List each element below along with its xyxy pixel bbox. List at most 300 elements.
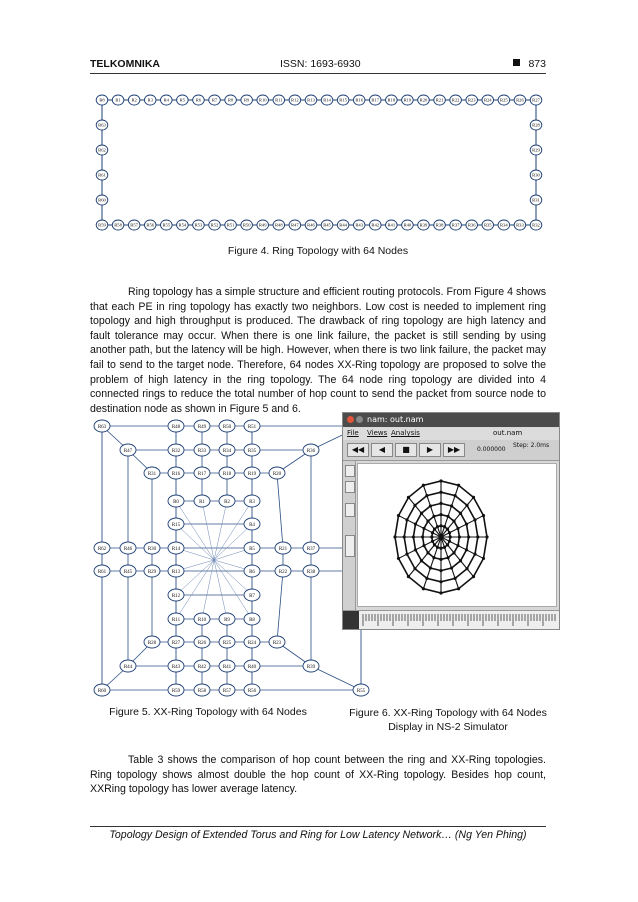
xxring-node-label: R1 [199,499,205,505]
ring-node-label: R4 [163,97,169,103]
ring-node-label: R31 [532,197,540,203]
ring-node [530,220,542,230]
web-node [426,520,429,523]
ring-node-label: R37 [451,222,460,228]
xxring-node [194,613,210,625]
web-node [467,535,470,538]
ring-node [386,95,398,105]
left-toolbar [343,461,356,611]
web-node [453,577,456,580]
issn: ISSN: 1693-6930 [280,58,361,70]
ring-node-label: R8 [227,97,234,103]
xxring-node-label: R12 [171,593,181,599]
xxring-node [194,444,210,456]
xxring-link [277,473,283,548]
ring-node-label: R41 [387,222,396,228]
ring-node [209,220,221,230]
zoom-in-icon[interactable] [345,465,355,477]
stop-button[interactable]: ■ [395,443,417,457]
web-node [443,525,446,528]
web-node [422,544,425,547]
web-node [422,527,425,530]
web-node [397,557,400,560]
xxring-node [219,467,235,479]
ring-node-label: R38 [435,222,444,228]
xxring-link [277,571,283,642]
ring-node-label: R49 [258,222,267,228]
ring-node [305,95,317,105]
web-node [459,559,462,562]
web-node [433,543,436,546]
xxring-node [194,684,210,696]
web-node [452,551,455,554]
square-bullet-icon [513,59,520,66]
xxring-node [219,613,235,625]
web-node [429,504,432,507]
minimize-dot-icon[interactable] [356,416,363,423]
xxring-node [244,613,260,625]
web-node [485,535,488,538]
web-node [459,512,462,515]
xxring-node [303,565,319,577]
xxring-spoke [214,560,227,619]
xxring-node-label: R10 [197,617,207,623]
xxring-node [219,444,235,456]
ring-node-label: R13 [307,97,315,103]
menu-file[interactable]: File [347,429,359,437]
ring-node [209,95,221,105]
web-node [472,575,475,578]
page-footer: Topology Design of Extended Torus and Ring for Low Latency Network… (Ng Yen Phing) [109,829,527,841]
ring-node [466,220,478,230]
ring-node-label: R46 [307,222,315,228]
xxring-spoke [214,501,227,560]
xxring-node [219,684,235,696]
ring-node [128,220,140,230]
xxring-node-label: R24 [247,640,257,646]
figure4-caption: Figure 4. Ring Topology with 64 Nodes [227,245,409,257]
ring-node-label: R11 [275,97,283,103]
ring-node-label: R34 [500,222,508,228]
xxring-node-label: R51 [247,424,257,430]
xxring-node [168,684,184,696]
web-node [473,553,476,556]
xxring-spoke [202,560,214,619]
web-node [420,559,423,562]
xxring-node [168,660,184,672]
header-rule [90,73,546,74]
ring-node [289,220,301,230]
ring-node-label: R35 [483,222,492,228]
web-node [446,527,449,530]
xxring-node [194,495,210,507]
ring-node [257,95,269,105]
xxring-node [168,589,184,601]
web-node [436,546,439,549]
ring-node [96,120,108,130]
xxring-node [94,542,110,554]
ring-node [498,95,510,105]
timeline-ticks [343,611,559,629]
figure6-caption-line1: Figure 6. XX-Ring Topology with 64 Nodes [349,707,547,719]
web-node [465,504,468,507]
ring-node [369,220,381,230]
xxring-node-label: R46 [123,546,133,552]
web-node [430,535,433,538]
xxring-node-label: R0 [173,499,179,505]
web-node [431,531,434,534]
ring-node-label: R1 [115,97,121,103]
ring-node-label: R44 [339,222,347,228]
ring-node-label: R27 [532,97,540,103]
xxring-node-label: R11 [171,617,181,623]
web-node [448,531,451,534]
xxring-node [94,684,110,696]
ring-node [450,220,462,230]
ring-node-label: R53 [194,222,203,228]
ring-node [305,220,317,230]
web-node [456,544,459,547]
ring-node-label: R47 [291,222,299,228]
web-node [473,518,476,521]
web-node [446,543,449,546]
xxring-node-label: R58 [197,688,207,694]
web-node [422,587,425,590]
web-node [407,496,410,499]
web-node [413,567,416,570]
xxring-node [244,444,260,456]
web-node [407,575,410,578]
ring-node [386,220,398,230]
ring-node [144,220,156,230]
ring-node [450,95,462,105]
web-node [457,587,460,590]
web-node [465,567,468,570]
xxring-node [353,684,369,696]
timeline-handle[interactable] [343,611,359,629]
web-node [443,546,446,549]
xxring-node [275,542,291,554]
ring-node [418,220,430,230]
ring-node-label: R7 [211,97,218,103]
ring-node-label: R30 [532,172,540,178]
web-spoke [408,537,441,577]
web-node [393,535,396,538]
xxring-node [244,495,260,507]
web-node [439,524,442,527]
xxring-node [244,467,260,479]
xxring-node-label: R14 [171,546,181,552]
ring-node-label: R51 [226,222,235,228]
ring-node [466,95,478,105]
xxring-link [311,666,361,690]
xxring-node-label: R41 [222,664,232,670]
web-node [446,515,449,518]
web-node [397,514,400,517]
ring-node [96,220,108,230]
web-node [450,504,453,507]
xxring-node-label: R27 [171,640,181,646]
ring-node-label: R24 [483,97,492,103]
ring-node [193,95,205,105]
ring-node-label: R6 [195,97,202,103]
slider-icon[interactable] [345,535,355,557]
back-button[interactable]: ◀ [371,443,393,457]
ring-node [144,95,156,105]
xxring-node [244,420,260,432]
ring-node [418,95,430,105]
ring-node [353,220,365,230]
ring-node-label: R32 [532,222,540,228]
xxring-spoke [202,501,214,560]
web-node [453,494,456,497]
menu-analysis[interactable]: Analysis [391,429,420,437]
ring-node-label: R17 [371,97,380,103]
edit-icon[interactable] [345,503,355,517]
file-name: out.nam [493,429,523,437]
ring-node-label: R12 [291,97,299,103]
xxring-node [168,420,184,432]
xxring-node-label: R8 [249,617,255,623]
xxring-node-label: R18 [222,471,232,477]
ring-node [241,95,253,105]
step-label[interactable]: Step: 2.0ms [513,442,550,449]
web-node [403,535,406,538]
simulation-canvas[interactable] [357,463,557,607]
xxring-node-label: R35 [247,448,257,454]
xxring-node [194,467,210,479]
xxring-node [275,565,291,577]
xxring-node-label: R55 [356,688,366,694]
timeline-bar[interactable] [343,610,559,629]
xxring-node [244,660,260,672]
ring-node [177,95,189,105]
xxring-node-label: R7 [249,593,255,599]
playback-controls [343,440,559,461]
fast-forward-button[interactable]: ▶▶ [443,443,465,457]
ring-node-label: R15 [339,97,347,103]
ring-node [289,95,301,105]
web-center-node [439,535,444,540]
play-button[interactable]: ▶ [419,443,441,457]
web-spoke [441,497,474,537]
xxring-node [244,684,260,696]
xxring-node-label: R26 [197,640,207,646]
web-node [425,494,428,497]
xxring-node [94,565,110,577]
web-node [431,540,434,543]
web-node [426,551,429,554]
web-node [439,547,442,550]
web-node [413,504,416,507]
ring-node [530,95,542,105]
xxring-node-label: R37 [306,546,316,552]
ring-node-label: R23 [467,97,476,103]
ring-node [530,195,542,205]
zoom-out-icon[interactable] [345,481,355,493]
ring-node-label: R9 [243,97,250,103]
xxring-node-label: R57 [222,688,232,694]
ring-node [321,220,333,230]
ring-node [128,95,140,105]
xxring-node-label: R28 [147,640,157,646]
xxring-node [244,518,260,530]
xxring-node [269,467,285,479]
ring-node-label: R18 [387,97,396,103]
xxring-node-label: R42 [197,664,207,670]
xxring-node-label: R30 [147,546,157,552]
ring-node-label: R48 [274,222,283,228]
ring-node [160,220,172,230]
xxring-node-label: R15 [171,522,181,528]
ring-node [273,220,285,230]
web-node [414,523,417,526]
ring-node-label: R29 [532,147,540,153]
xxring-node-label: R50 [222,424,232,430]
ring-node-label: R22 [451,97,460,103]
figure5-xxring-diagram [90,414,372,700]
xxring-node [303,444,319,456]
ring-node-label: R3 [147,97,153,103]
web-node [448,540,451,543]
ring-node [225,95,237,105]
xxring-node-label: R47 [123,448,133,454]
figure5-caption: Figure 5. XX-Ring Topology with 64 Nodes [109,706,307,718]
window-title: nam: out.nam [367,415,424,424]
web-node [472,496,475,499]
xxring-node [168,495,184,507]
xxring-node [144,636,160,648]
web-node [412,535,415,538]
rewind-button[interactable]: ◀◀ [347,443,369,457]
web-node [439,591,442,594]
ring-node [402,95,414,105]
xxring-node-label: R22 [278,569,288,575]
web-node [457,484,460,487]
xxring-node-label: R4 [249,522,255,528]
ring-node-label: R62 [98,147,106,153]
web-node [452,520,455,523]
ring-node-label: R42 [371,222,380,228]
xxring-node [168,542,184,554]
web-node [439,569,442,572]
ring-node [498,220,510,230]
web-node [439,479,442,482]
xxring-node-label: R38 [306,569,316,575]
xxring-node [303,542,319,554]
xxring-node [219,495,235,507]
ring-node [177,220,189,230]
xxring-node [269,636,285,648]
xxring-node-label: R36 [306,448,316,454]
xxring-node-label: R3 [249,499,255,505]
figure6-caption [330,706,566,734]
xxring-node [219,636,235,648]
ring-node-label: R2 [131,97,137,103]
time-value: 0.000000 [477,446,506,453]
ring-node-label: R60 [98,197,106,203]
menu-views[interactable]: Views [367,429,388,437]
xxring-node-label: R49 [197,424,207,430]
xxring-node-label: R23 [272,640,282,646]
web-node [405,518,408,521]
xxring-node-label: R5 [249,546,255,552]
ring-node-label: R10 [258,97,267,103]
xxring-node-label: R21 [278,546,288,552]
ring-node-label: R63 [98,122,106,128]
body-paragraph-2: Table 3 shows the comparison of hop count between the ring and XX-Ring topologies. Ring topology shows almost double the hop count of XX-Ring topology. Besides hop count, XXRing topology has lower average latency. [90,754,546,796]
xxring-node-label: R32 [171,448,181,454]
ring-node [482,220,494,230]
ring-node [112,95,124,105]
xxring-node-label: R29 [147,569,157,575]
xxring-node [94,420,110,432]
ring-node-label: R28 [532,122,540,128]
xxring-node [219,420,235,432]
ring-node-label: R52 [210,222,219,228]
ring-node [241,220,253,230]
ring-node-label: R20 [419,97,428,103]
xxring-node [244,565,260,577]
web-node [458,535,461,538]
figure4-ring-diagram [92,92,548,232]
ring-node-label: R57 [130,222,138,228]
xxring-node-label: R2 [224,499,230,505]
ring-node-label: R43 [355,222,364,228]
xxring-node [244,589,260,601]
torus-web-graph [358,464,556,606]
ring-node-label: R25 [500,97,508,103]
web-node [482,514,485,517]
close-dot-icon[interactable] [347,416,354,423]
ring-node [112,220,124,230]
xxring-node [120,542,136,554]
web-node [432,515,435,518]
xxring-node-label: R6 [249,569,255,575]
xxring-node [168,565,184,577]
menu-bar [343,428,559,440]
ring-node [434,95,446,105]
ring-node [96,145,108,155]
xxring-node-label: R34 [222,448,232,454]
ring-node [96,95,108,105]
ring-node-label: R14 [323,97,331,103]
xxring-node-label: R17 [197,471,207,477]
web-node [439,502,442,505]
ring-node-label: R33 [516,222,524,228]
web-node [436,525,439,528]
ring-node-label: R16 [355,97,364,103]
ring-node-label: R54 [178,222,187,228]
web-node [465,548,468,551]
xxring-node-label: R39 [306,664,316,670]
xxring-node [303,660,319,672]
xxring-node-label: R61 [97,569,107,575]
xxring-node [194,420,210,432]
web-node [439,580,442,583]
xxring-node-label: R45 [123,569,133,575]
xxring-node-label: R56 [247,688,257,694]
ring-node-label: R59 [98,222,106,228]
xxring-node-label: R16 [171,471,181,477]
xxring-node-label: R31 [147,471,157,477]
ring-node-label: R50 [242,222,251,228]
xxring-node-label: R40 [247,664,257,670]
page-number-block [513,58,546,70]
xxring-node-label: R44 [123,664,133,670]
ring-node-label: R55 [162,222,171,228]
window-titlebar [343,413,559,427]
